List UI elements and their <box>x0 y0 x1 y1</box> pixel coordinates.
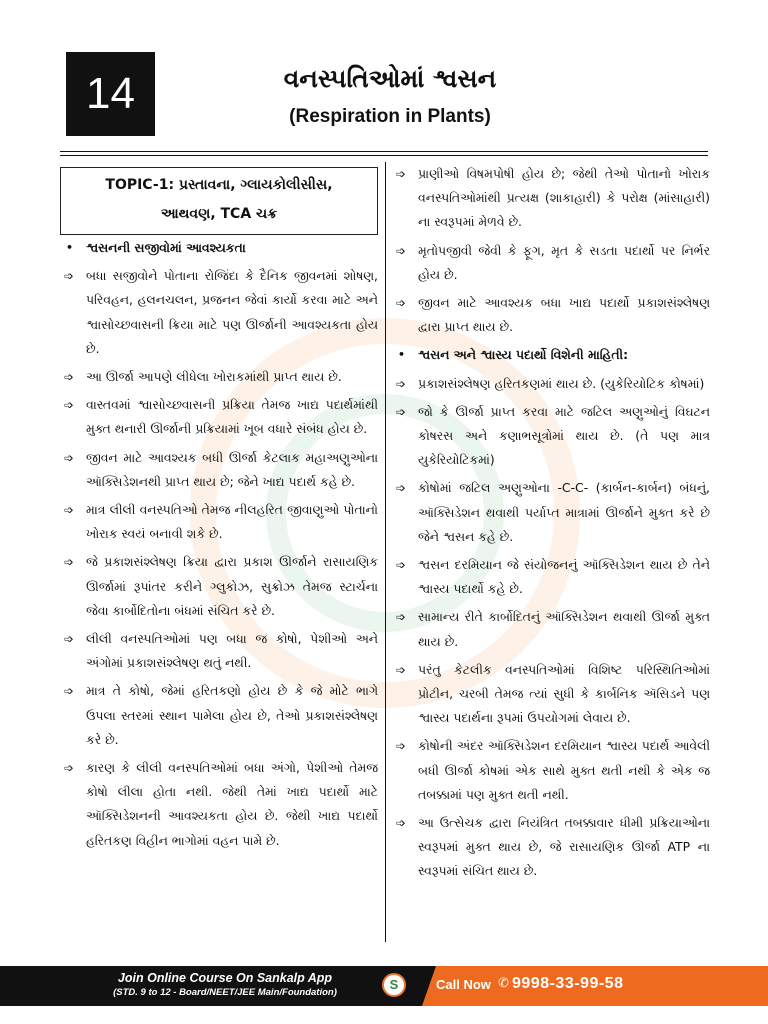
item-text: કોષોની અંદર ઑક્સિડેશન દરમિયાન શ્વાસ્ય પદાર્થ આવેલી બધી ઊર્જા કોષમાં એક સાથે મુક્ત થતી નથી કે એક જ તબક્કામાં પણ મુક્ત થતી નથી. <box>418 738 710 802</box>
footer-promo-title: Join Online Course On Sankalp App <box>117 971 333 985</box>
item-text: બધા સજીવોને પોતાના રોજિંદા કે દૈનિક જીવનમાં શોષણ, પરિવહન, હલનચલન, પ્રજનન જેવાં કાર્યો કરવા માટે અને શ્વાસોચ્છવાસની ક્રિયા માટે પણ ઊર્જાની આવશ્યકતા હોય છે. <box>86 268 378 356</box>
sankalp-logo-icon: S <box>382 973 406 997</box>
chapter-title: વનસ્પતિઓમાં શ્વસન <box>283 64 497 93</box>
list-item <box>394 239 710 287</box>
item-text: મૃતોપજીવી જેવી કે ફૂગ, મૃત કે સડતા પદાર્થો પર નિર્ભર હોય છે. <box>418 242 710 282</box>
item-text: માત્ર લીલી વનસ્પતિઓ તેમજ નીલહરિત જીવાણુઓ પોતાનો ખોરાક સ્વયં બનાવી શકે છે. <box>86 502 378 542</box>
list-item <box>62 550 378 623</box>
list-item <box>394 553 710 601</box>
arrow-icon: ➩ <box>396 662 407 677</box>
item-text: જીવન માટે આવશ્યક બધા ખાદ્ય પદાર્થો પ્રકાશસંશ્લેષણ દ્વારા પ્રાપ્ત થાય છે. <box>418 295 710 335</box>
section-heading <box>62 236 378 260</box>
bullet-icon: • <box>398 348 406 362</box>
list-item <box>394 605 710 653</box>
arrow-icon: ➩ <box>396 296 407 311</box>
arrow-icon: ➩ <box>396 404 407 419</box>
item-text: માત્ર તે કોષો, જેમાં હરિતકણો હોય છે કે જે મોટે ભાગે ઉપલા સ્તરમાં સ્થાન પામેલા હોય છે, તેઓ પ્રકાશસંશ્લેષણ કરે છે. <box>86 683 378 747</box>
arrow-icon: ➩ <box>64 555 75 570</box>
item-text: વાસ્તવમાં શ્વાસોચ્છવાસની પ્રક્રિયા તેમજ ખાદ્ય પદાર્થમાંથી મુક્ત થનારી ઊર્જાની પ્રક્રિયામાં ખૂબ વધારે સંબંધ હોય છે. <box>86 397 378 437</box>
list-item <box>62 679 378 752</box>
item-text: કોષોમાં જટિલ અણુઓના -C-C- (કાર્બન-કાર્બન) બંધનું, ઑક્સિડેશન થવાથી પર્યાપ્ત માત્રામાં ઊર્જાને મુક્ત કરે છે જેને શ્વસન કહે છે. <box>418 480 710 544</box>
topic-line-1: TOPIC-1: પ્રસ્તાવના, ગ્લાયકોલીસીસ, <box>105 177 333 193</box>
list-item <box>394 162 710 235</box>
left-column <box>62 236 378 857</box>
list-item <box>62 365 378 389</box>
arrow-icon: ➩ <box>396 739 407 754</box>
arrow-icon: ➩ <box>64 684 75 699</box>
topic-box <box>60 167 378 235</box>
footer-promo-subtitle: (STD. 9 to 12 - Board/NEET/JEE Main/Foundation) <box>113 987 337 998</box>
list-item <box>394 400 710 473</box>
arrow-icon: ➩ <box>396 167 407 181</box>
list-item <box>62 498 378 546</box>
item-text: જો કે ઊર્જા પ્રાપ્ત કરવા માટે જટિલ અણુઓનું વિઘટન કોષરસ અને કણાભસૂત્રોમાં થાય છે. (તે પણ માત્ર યુકેરિયોટિકમાં) <box>418 403 710 468</box>
chapter-number-box <box>66 52 155 136</box>
arrow-icon: ➩ <box>64 398 75 413</box>
list-item <box>62 627 378 675</box>
call-now-label: Call Now <box>436 977 491 992</box>
right-column <box>394 162 710 888</box>
item-text: આ ઉત્સેચક દ્વારા નિયંત્રિત તબક્કાવાર ધીમી પ્રક્રિયાઓના સ્વરૂપમાં મુક્ત થાય છે, જે રાસાયણિક ઊર્જા ATP ના સ્વરૂપમાં સંચિત થાય છે. <box>418 815 710 879</box>
arrow-icon: ➩ <box>396 610 407 625</box>
item-text: સામાન્ય રીતે કાર્બોદિતનું ઑક્સિડેશન થવાથી ઊર્જા મુક્ત થાય છે. <box>418 609 710 649</box>
list-item <box>394 658 710 731</box>
arrow-icon: ➩ <box>64 761 75 776</box>
item-text: પ્રાણીઓ વિષમપોષી હોય છે; જેથી તેઓ પોતાનો ખોરાક વનસ્પતિઓમાંથી પ્રત્યક્ષ (શાકાહારી) કે પરોક્ષ (માંસાહારી) ના સ્વરૂપમાં મેળવે છે. <box>418 166 710 230</box>
chapter-subtitle: (Respiration in Plants) <box>289 106 491 127</box>
chapter-number: 14 <box>86 69 135 118</box>
item-text: આ ઊર્જા આપણે લીધેલા ખોરાકમાંથી પ્રાપ્ત થાય છે. <box>86 369 342 385</box>
column-divider <box>385 162 386 942</box>
arrow-icon: ➩ <box>64 503 75 518</box>
item-text: પરંતુ કેટલીક વનસ્પતિઓમાં વિશિષ્ટ પરિસ્થિતિઓમાં પ્રોટીન, ચરબી તેમજ ત્યાં સુધી કે કાર્બનિક ઍસિડને પણ શ્વાસ્ય પદાર્થના રૂપમાં ઉપયોગમાં લેવાય છે. <box>418 661 710 726</box>
list-item <box>62 264 378 361</box>
arrow-icon: ➩ <box>396 243 407 258</box>
list-item <box>62 393 378 441</box>
list-item <box>394 372 710 396</box>
item-text: લીલી વનસ્પતિઓમાં પણ બધા જ કોષો, પેશીઓ અને અંગોમાં પ્રકાશસંશ્લેષણ થતું નથી. <box>86 631 378 671</box>
list-item <box>394 734 710 807</box>
arrow-icon: ➩ <box>64 269 75 284</box>
item-text: શ્વસન દરમિયાન જે સંયોજનનું ઑક્સિડેશન થાય છે તેને શ્વાસ્ય પદાર્થો કહે છે. <box>418 557 710 597</box>
phone-icon: ✆ <box>498 976 509 991</box>
list-item <box>394 291 710 339</box>
arrow-icon: ➩ <box>396 481 407 496</box>
list-item <box>394 811 710 884</box>
list-item <box>62 756 378 853</box>
arrow-icon: ➩ <box>396 376 407 391</box>
header-rule <box>60 151 708 152</box>
item-text: શ્વસનની સજીવોમાં આવશ્યકતા <box>86 240 246 255</box>
arrow-icon: ➩ <box>396 558 407 573</box>
bullet-icon: • <box>66 241 74 254</box>
arrow-icon: ➩ <box>64 450 75 465</box>
arrow-icon: ➩ <box>64 370 75 385</box>
footer-promo <box>60 971 390 999</box>
item-text: જીવન માટે આવશ્યક બધી ઊર્જા કેટલાક મહાઅણુઓના ઑક્સિડેશનથી પ્રાપ્ત થાય છે; જેને ખાદ્ય પદાર્થ કહે છે. <box>86 449 378 489</box>
arrow-icon: ➩ <box>64 632 75 647</box>
header-rule-secondary <box>60 155 708 156</box>
topic-line-2: આથવણ, TCA ચક્ર <box>160 206 278 222</box>
item-text: કારણ કે લીલી વનસ્પતિઓમાં બધા અંગો, પેશીઓ તેમજ કોષો લીલા હોતા નથી. જેથી તેમાં ખાદ્ય પદાર્થો માટે ઑક્સિડેશનની આવશ્યકતા હોય છે. જેથી ખાદ્ય પદાર્થો હરિતકણ વિહીન ભાગોમાં વહન પામે છે. <box>86 760 378 848</box>
section-heading <box>394 343 710 367</box>
item-text: પ્રકાશસંશ્લેષણ હરિતકણમાં થાય છે. (યુકેરિયોટિક કોષમાં) <box>418 375 705 391</box>
list-item <box>394 476 710 549</box>
item-text: શ્વસન અને શ્વાસ્ય પદાર્થો વિશેની માહિતી: <box>418 347 629 363</box>
arrow-icon: ➩ <box>396 816 407 831</box>
item-text: જે પ્રકાશસંશ્લેષણ ક્રિયા દ્વારા પ્રકાશ ઊર્જાને રાસાયણિક ઊર્જામાં રૂપાંતર કરીને ગ્લુકોઝ, સુક્રોઝ તેમજ સ્ટાર્ચના જેવા કાર્બોદિતોના બંધમાં સંચિત કરે છે. <box>86 554 378 618</box>
list-item <box>62 446 378 494</box>
phone-number: 9998-33-99-58 <box>512 975 624 992</box>
